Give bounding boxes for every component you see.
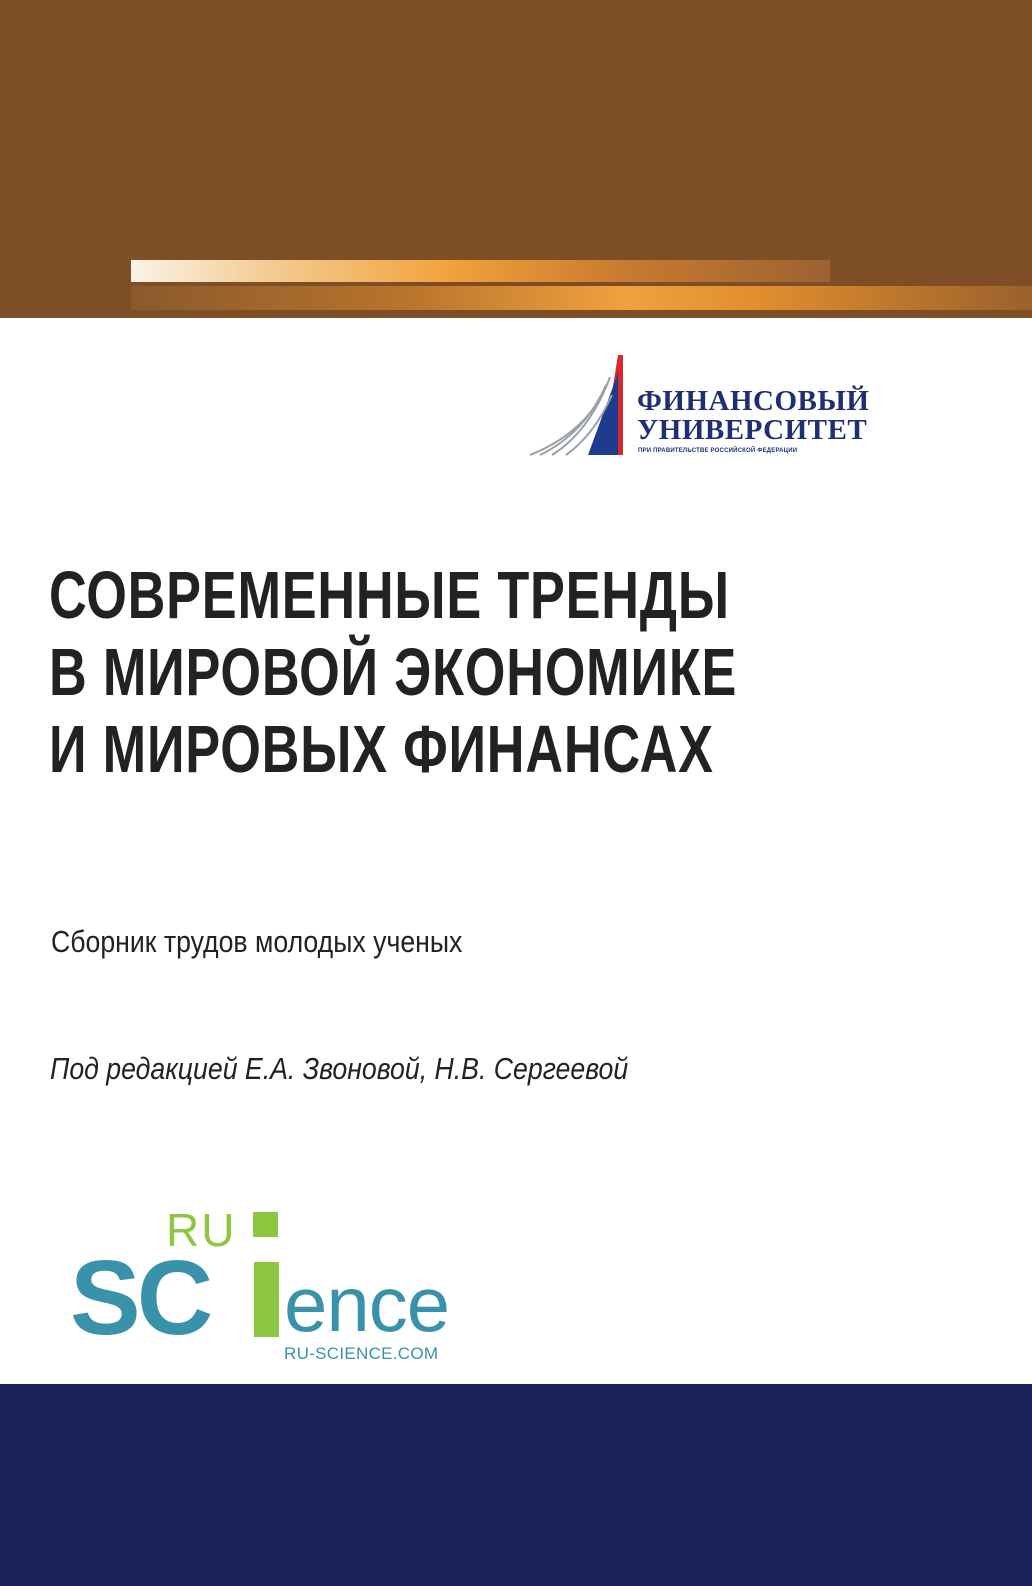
book-editors: Под редакцией Е.А. Звоновой, Н.В. Сергеевой <box>50 1051 629 1086</box>
ru-science-logo-ru: RU <box>166 1204 237 1256</box>
book-subtitle: Сборник трудов молодых ученых <box>51 924 463 959</box>
ru-science-logo <box>70 1200 490 1380</box>
ru-science-logo-sc: SC <box>70 1239 210 1357</box>
decorative-stripe-bottom <box>131 286 1032 310</box>
book-title-line3: И МИРОВЫХ ФИНАНСАХ <box>49 712 714 787</box>
ru-science-logo-url: RU-SCIENCE.COM <box>284 1344 439 1363</box>
ru-science-logo-ence: ence <box>284 1260 450 1348</box>
ru-science-logo-i-bar <box>254 1262 279 1337</box>
university-tagline: ПРИ ПРАВИТЕЛЬСТВЕ РОССИЙСКОЙ ФЕДЕРАЦИИ <box>638 448 798 454</box>
university-name-line2: УНИВЕРСИТЕТ <box>637 414 868 446</box>
university-logo <box>530 355 870 465</box>
decorative-stripe-top <box>131 260 830 282</box>
book-title <box>49 557 751 788</box>
university-name-line1: ФИНАНСОВЫЙ <box>637 385 870 417</box>
book-title-line1: СОВРЕМЕННЫЕ ТРЕНДЫ <box>49 558 730 633</box>
university-emblem-icon <box>530 355 636 461</box>
ru-science-logo-square <box>253 1212 278 1237</box>
cover-bottom-band <box>0 1384 1032 1586</box>
book-title-line2: В МИРОВОЙ ЭКОНОМИКЕ <box>49 635 738 710</box>
